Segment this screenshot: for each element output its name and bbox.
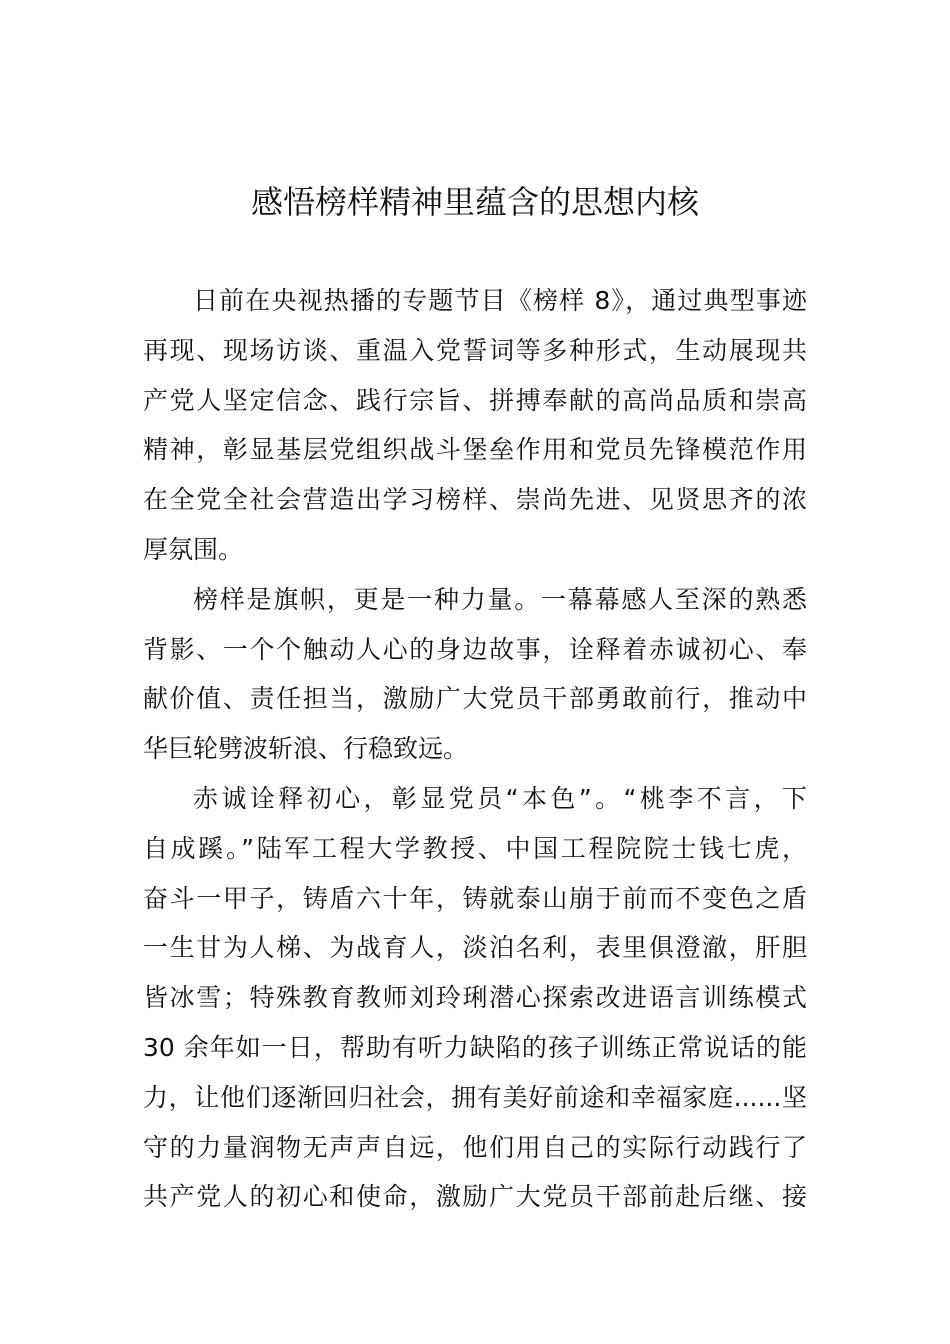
paragraph-1-line-4: 精神，彰显基层党组织战斗堡垒作用和党员先锋模范作用 bbox=[143, 435, 807, 465]
document-body bbox=[143, 276, 807, 1222]
paragraph-3-line-9: 共产党人的初心和使命，激励广大党员干部前赴后继、接 bbox=[143, 1182, 807, 1212]
paragraph-1-line-3: 产党人坚定信念、践行宗旨、拼搏奉献的高尚品质和崇高 bbox=[143, 385, 807, 415]
paragraph-2-line-4: 华巨轮劈波斩浪、行稳致远。 bbox=[143, 734, 469, 764]
paragraph-2-line-1: 榜样是旗帜，更是一种力量。一幕幕感人至深的熟悉 bbox=[193, 584, 807, 614]
paragraph-3-line-7: 力，让他们逐渐回归社会，拥有美好前途和幸福家庭......坚 bbox=[143, 1082, 807, 1112]
paragraph-1-line-6: 厚氛围。 bbox=[143, 534, 244, 564]
paragraph-1-line-5: 在全党全社会营造出学习榜样、崇尚先进、见贤思齐的浓 bbox=[143, 485, 807, 515]
paragraph-2-line-3: 献价值、责任担当，激励广大党员干部勇敢前行，推动中 bbox=[143, 684, 807, 714]
paragraph-3-line-6: 30 余年如一日，帮助有听力缺陷的孩子训练正常说话的能 bbox=[143, 1032, 807, 1062]
paragraph-2-line-2: 背影、一个个触动人心的身边故事，诠释着赤诚初心、奉 bbox=[143, 634, 807, 664]
paragraph-3-line-5: 皆冰雪；特殊教育教师刘玲琍潜心探索改进语言训练模式 bbox=[143, 983, 807, 1013]
paragraph-3-line-8: 守的力量润物无声声自远，他们用自己的实际行动践行了 bbox=[143, 1132, 807, 1162]
paragraph-3-line-1: 赤诚诠释初心，彰显党员“本色”。“桃李不言，下 bbox=[193, 783, 807, 813]
paragraph-3-line-3: 奋斗一甲子，铸盾六十年，铸就泰山崩于前而不变色之盾 bbox=[143, 883, 807, 913]
document-title: 感悟榜样精神里蕴含的思想内核 bbox=[250, 183, 699, 221]
paragraph-1-line-1: 日前在央视热播的专题节目《榜样 8》，通过典型事迹 bbox=[193, 286, 807, 315]
paragraph-1-line-2: 再现、现场访谈、重温入党誓词等多种形式，生动展现共 bbox=[143, 335, 807, 365]
paragraph-3-line-2: 自成蹊。”陆军工程大学教授、中国工程院院士钱七虎， bbox=[143, 833, 807, 863]
paragraph-3-line-4: 一生甘为人梯、为战育人，淡泊名利，表里俱澄澈，肝胆 bbox=[143, 933, 807, 963]
